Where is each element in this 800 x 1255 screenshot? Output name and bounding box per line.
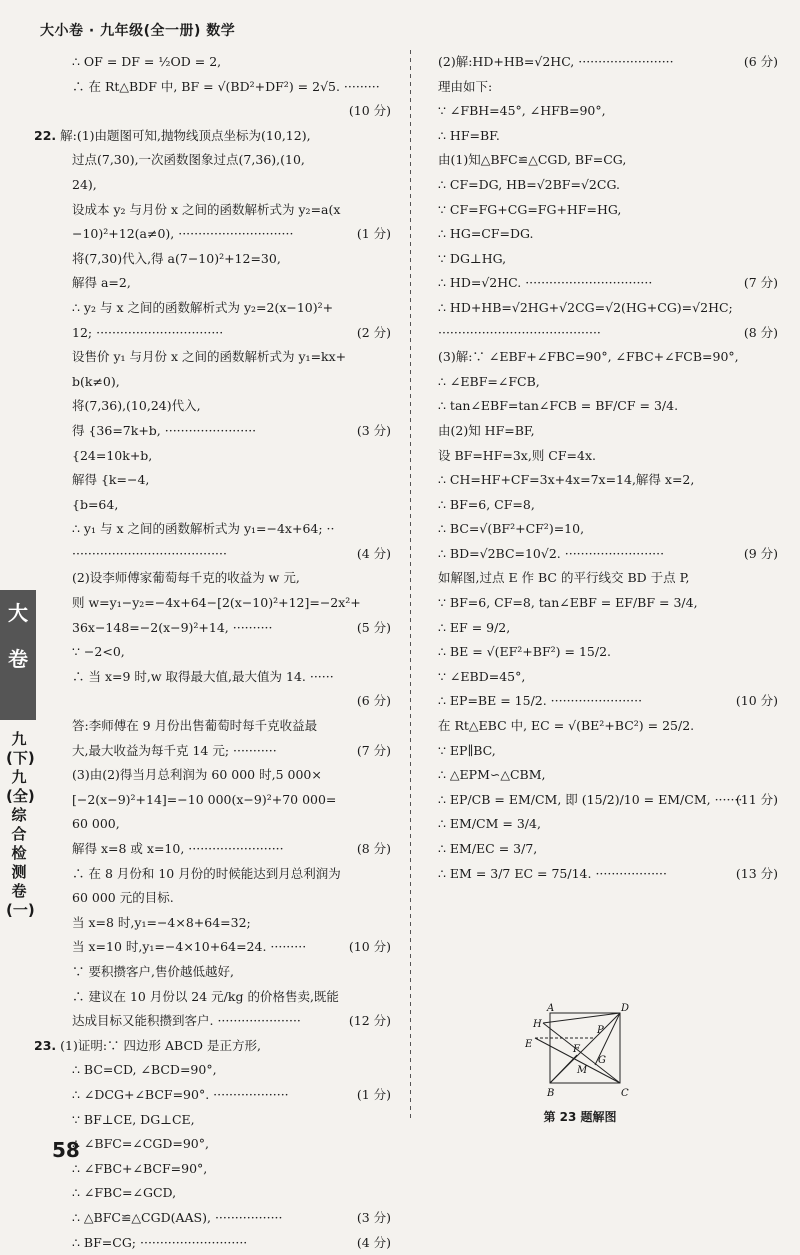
line-text: (3)解:∵ ∠EBF+∠FBC=90°, ∠FBC+∠FCB=90°, xyxy=(438,349,739,364)
text-line xyxy=(56,321,391,346)
text-line xyxy=(56,370,391,395)
line-text: 当 x=8 时,y₁=−4×8+64=32; xyxy=(72,915,251,930)
score-mark: (1 分) xyxy=(357,222,391,247)
text-line xyxy=(34,124,391,149)
line-text: 设成本 y₂ 与月份 x 之间的函数解析式为 y₂=a(x xyxy=(72,202,340,217)
text-line xyxy=(438,837,778,862)
score-mark: (7 分) xyxy=(357,739,391,764)
line-text: 达成目标又能积攒到客户. ····················· xyxy=(72,1013,301,1028)
score-mark: (9 分) xyxy=(744,542,778,567)
text-line xyxy=(56,468,391,493)
text-line xyxy=(56,886,391,911)
text-line xyxy=(56,222,391,247)
text-line xyxy=(438,370,778,395)
score-mark: (4 分) xyxy=(357,542,391,567)
text-line xyxy=(56,911,391,936)
line-text: 设售价 y₁ 与月份 x 之间的函数解析式为 y₁=kx+ xyxy=(72,349,346,364)
text-line xyxy=(438,517,778,542)
score-mark: (4 分) xyxy=(357,1231,391,1255)
line-text: 60 000, xyxy=(72,816,120,831)
line-text: ∴ BE = √(EF²+BF²) = 15/2. xyxy=(438,644,611,659)
text-line xyxy=(438,542,778,567)
line-text: 如解图,过点 E 作 BC 的平行线交 BD 于点 P, xyxy=(438,570,689,585)
text-line xyxy=(438,271,778,296)
score-mark: (6 分) xyxy=(357,689,391,714)
score-mark: (13 分) xyxy=(736,862,778,887)
text-line xyxy=(438,714,778,739)
line-text: 12; ································ xyxy=(72,325,223,340)
text-line xyxy=(438,689,778,714)
line-text: 将(7,36),(10,24)代入, xyxy=(72,398,201,413)
label-b: B xyxy=(546,1088,554,1099)
score-mark: (10 分) xyxy=(349,99,391,124)
line-text: ∴ 当 x=9 时,w 取得最大值,最大值为 14. ······ xyxy=(72,669,334,684)
left-column xyxy=(56,50,391,1255)
text-line xyxy=(438,50,778,75)
text-line xyxy=(438,640,778,665)
label-c: C xyxy=(621,1088,629,1099)
line-text: 过点(7,30),一次函数图象过点(7,36),(10, xyxy=(72,152,305,167)
label-e: E xyxy=(525,1039,533,1050)
text-line xyxy=(56,689,391,714)
text-line xyxy=(438,419,778,444)
score-mark: (12 分) xyxy=(349,1009,391,1034)
line-text: ······································· xyxy=(72,546,227,561)
text-line xyxy=(438,616,778,641)
line-text: ∴ CH=HF+CF=3x+4x=7x=14,解得 x=2, xyxy=(438,472,694,487)
text-line xyxy=(56,75,391,100)
line-text: ∴ tan∠EBF=tan∠FCB = BF/CF = 3/4. xyxy=(438,398,678,413)
line-text: ∴ HG=CF=DG. xyxy=(438,226,534,241)
text-line xyxy=(56,763,391,788)
text-line xyxy=(438,444,778,469)
text-line xyxy=(438,124,778,149)
line-text: ∵ ∠FBH=45°, ∠HFB=90°, xyxy=(438,103,606,118)
text-line xyxy=(56,50,391,75)
text-line xyxy=(56,812,391,837)
text-line xyxy=(56,99,391,124)
text-line xyxy=(438,148,778,173)
line-text: [−2(x−9)²+14]=−10 000(x−9)²+70 000= xyxy=(72,792,336,807)
line-text: ∴ EM/CM = 3/4, xyxy=(438,816,541,831)
line-text: 得 {36=7k+b, ······················· xyxy=(72,423,256,438)
score-mark: (3 分) xyxy=(357,419,391,444)
line-text: ∴ BD=√2BC=10√2. ························· xyxy=(438,546,664,561)
line-text: 理由如下: xyxy=(438,79,492,94)
text-line xyxy=(56,788,391,813)
page-header: 大小卷 · 九年级(全一册) 数学 xyxy=(40,20,235,40)
text-line xyxy=(56,345,391,370)
score-mark: (10 分) xyxy=(736,689,778,714)
line-text: ∴ EM = 3/7 EC = 75/14. ·················· xyxy=(438,866,667,881)
text-line xyxy=(438,345,778,370)
line-text: (3)由(2)得当月总利润为 60 000 时,5 000× xyxy=(72,767,322,782)
text-line xyxy=(438,788,778,813)
score-mark: (6 分) xyxy=(744,50,778,75)
line-text: 24), xyxy=(72,177,97,192)
line-text: ∵ CF=FG+CG=FG+HF=HG, xyxy=(438,202,621,217)
score-mark: (8 分) xyxy=(357,837,391,862)
label-a: A xyxy=(546,1003,554,1014)
line-text: ∵ DG⊥HG, xyxy=(438,251,506,266)
line-text: 由(1)知△BFC≌△CGD, BF=CG, xyxy=(438,152,626,167)
line-text: ∴ 在 8 月份和 10 月份的时候能达到月总利润为 xyxy=(72,866,341,881)
text-line xyxy=(56,1181,391,1206)
line-text: ∴ CF=DG, HB=√2BF=√2CG. xyxy=(438,177,620,192)
line-text: (2)设李师傅家葡萄每千克的收益为 w 元, xyxy=(72,570,300,585)
text-line xyxy=(56,271,391,296)
line-text: 当 x=10 时,y₁=−4×10+64=24. ········· xyxy=(72,939,306,954)
text-line xyxy=(438,75,778,100)
text-line xyxy=(56,616,391,641)
line-text: 36x−148=−2(x−9)²+14, ·········· xyxy=(72,620,273,635)
line-text: 大,最大收益为每千克 14 元; ··········· xyxy=(72,743,277,758)
line-text: b(k≠0), xyxy=(72,374,120,389)
line-text: {24=10k+b, xyxy=(72,448,152,463)
line-text: 由(2)知 HF=BF, xyxy=(438,423,535,438)
line-text: 则 w=y₁−y₂=−4x+64−[2(x−10)²+12]=−2x²+ xyxy=(72,595,361,610)
line-text: ∴ HD=√2HC. ································ xyxy=(438,275,652,290)
question-number: 23. xyxy=(34,1038,56,1053)
text-line xyxy=(56,493,391,518)
text-line xyxy=(438,321,778,346)
figure-caption: 第 23 题解图 xyxy=(520,1108,640,1125)
line-text: ∴ ∠DCG+∠BCF=90°. ··················· xyxy=(72,1087,289,1102)
line-text: ∴ EP=BE = 15/2. ······················· xyxy=(438,693,642,708)
text-line xyxy=(438,591,778,616)
side-tab-char: 卷 xyxy=(0,636,36,682)
text-line xyxy=(438,99,778,124)
side-tab-char: 大 xyxy=(0,590,36,636)
score-mark: (8 分) xyxy=(744,321,778,346)
column-divider xyxy=(410,50,411,1120)
question-number: 22. xyxy=(34,128,56,143)
line-text: 设 BF=HF=3x,则 CF=4x. xyxy=(438,448,596,463)
text-line xyxy=(56,1009,391,1034)
text-line xyxy=(438,763,778,788)
line-text: ∴ BF=6, CF=8, xyxy=(438,497,535,512)
text-line xyxy=(56,198,391,223)
text-line xyxy=(56,1083,391,1108)
score-mark: (7 分) xyxy=(744,271,778,296)
line-text: ∵ 要积攒客户,售价越低越好, xyxy=(72,964,234,979)
line-text: ∵ ∠EBD=45°, xyxy=(438,669,525,684)
line-text: ∴ HD+HB=√2HG+√2CG=√2(HG+CG)=√2HC; xyxy=(438,300,733,315)
line-text: ∴ ∠BFC=∠CGD=90°, xyxy=(72,1136,209,1151)
text-line xyxy=(56,1157,391,1182)
text-line xyxy=(438,739,778,764)
line-text: (2)解:HD+HB=√2HC, ························ xyxy=(438,54,674,69)
score-mark: (1 分) xyxy=(357,1083,391,1108)
text-line xyxy=(56,935,391,960)
score-mark: (10 分) xyxy=(349,935,391,960)
line-text: {b=64, xyxy=(72,497,118,512)
text-line xyxy=(56,1206,391,1231)
line-text: ∴ y₂ 与 x 之间的函数解析式为 y₂=2(x−10)²+ xyxy=(72,300,333,315)
text-line xyxy=(438,493,778,518)
line-text: ∵ BF⊥CE, DG⊥CE, xyxy=(72,1112,195,1127)
text-line xyxy=(438,173,778,198)
text-line xyxy=(438,566,778,591)
line-text: 在 Rt△EBC 中, EC = √(BE²+BC²) = 25/2. xyxy=(438,718,694,733)
text-line xyxy=(56,444,391,469)
line-text: 解得 a=2, xyxy=(72,275,131,290)
label-m: M xyxy=(576,1065,588,1076)
text-line xyxy=(56,591,391,616)
label-g: G xyxy=(598,1055,606,1066)
line-text: ∴ y₁ 与 x 之间的函数解析式为 y₁=−4x+64; ·· xyxy=(72,521,334,536)
text-line xyxy=(438,198,778,223)
line-text: ∴ BC=√(BF²+CF²)=10, xyxy=(438,521,584,536)
text-line xyxy=(56,247,391,272)
text-line xyxy=(56,542,391,567)
text-line xyxy=(438,812,778,837)
text-line xyxy=(56,394,391,419)
line-text: ∴ BC=CD, ∠BCD=90°, xyxy=(72,1062,217,1077)
label-d: D xyxy=(620,1003,629,1014)
geometry-figure xyxy=(525,1003,635,1103)
text-line xyxy=(56,296,391,321)
line-text: ∴ EM/EC = 3/7, xyxy=(438,841,537,856)
label-h: H xyxy=(532,1019,542,1030)
text-line xyxy=(56,837,391,862)
line-text: ∴ 建议在 10 月份以 24 元/kg 的价格售卖,既能 xyxy=(72,989,339,1004)
right-column xyxy=(438,50,778,886)
line-text: ∴ 在 Rt△BDF 中, BF = √(BD²+DF²) = 2√5. ········· xyxy=(72,79,380,94)
line-text: ∴ ∠FBC+∠BCF=90°, xyxy=(72,1161,207,1176)
line-text: ∴ BF=CG; ··························· xyxy=(72,1235,247,1250)
line-text: −10)²+12(a≠0), ····························· xyxy=(72,226,293,241)
line-text: ∴ HF=BF. xyxy=(438,128,500,143)
text-line xyxy=(56,419,391,444)
line-text: 解得 x=8 或 x=10, ························ xyxy=(72,841,284,856)
line-text: (1)证明:∵ 四边形 ABCD 是正方形, xyxy=(60,1038,261,1053)
score-mark: (2 分) xyxy=(357,321,391,346)
segment-bf xyxy=(550,1055,577,1083)
line-text: ∵ EP∥BC, xyxy=(438,743,496,758)
line-text: ∴ ∠EBF=∠FCB, xyxy=(438,374,540,389)
page-number: 58 xyxy=(52,1138,80,1162)
text-line xyxy=(438,862,778,887)
line-text: 60 000 元的目标. xyxy=(72,890,174,905)
text-line xyxy=(438,665,778,690)
text-line xyxy=(438,222,778,247)
line-text: ∴ EP/CB = EM/CM, 即 (15/2)/10 = EM/CM, ······· xyxy=(438,792,742,807)
text-line xyxy=(56,985,391,1010)
line-text: ∵ BF=6, CF=8, tan∠EBF = EF/BF = 3/4, xyxy=(438,595,698,610)
label-p: P xyxy=(596,1025,604,1036)
line-text: ∴ EF = 9/2, xyxy=(438,620,510,635)
line-text: ∴ △BFC≌△CGD(AAS), ················· xyxy=(72,1210,283,1225)
text-line xyxy=(56,148,391,173)
line-text: ∴ △EPM∽△CBM, xyxy=(438,767,545,782)
line-text: 答:李师傅在 9 月份出售葡萄时每千克收益最 xyxy=(72,718,317,733)
line-text: ········································· xyxy=(438,325,601,340)
text-line xyxy=(56,1132,391,1157)
line-text: 解得 {k=−4, xyxy=(72,472,149,487)
line-text: 解:(1)由题图可知,抛物线顶点坐标为(10,12), xyxy=(60,128,310,143)
side-vertical-title: 九(下) 九(全)综合检测卷(一) xyxy=(6,730,32,920)
line-text: ∴ OF = DF = ½OD = 2, xyxy=(72,54,221,69)
segment-hd xyxy=(543,1013,620,1023)
text-line xyxy=(438,468,778,493)
text-line xyxy=(56,862,391,887)
text-line xyxy=(56,1058,391,1083)
text-line xyxy=(56,640,391,665)
score-mark: (5 分) xyxy=(357,616,391,641)
text-line xyxy=(56,566,391,591)
text-line xyxy=(56,1231,391,1255)
line-text: ∴ ∠FBC=∠GCD, xyxy=(72,1185,176,1200)
line-text: 将(7,30)代入,得 a(7−10)²+12=30, xyxy=(72,251,281,266)
text-line xyxy=(56,665,391,690)
text-line xyxy=(56,1108,391,1133)
text-line xyxy=(56,739,391,764)
text-line xyxy=(56,173,391,198)
text-line xyxy=(56,960,391,985)
text-line xyxy=(438,394,778,419)
label-f: F xyxy=(572,1044,581,1055)
line-text: ∵ −2<0, xyxy=(72,644,125,659)
text-line xyxy=(56,714,391,739)
score-mark: (3 分) xyxy=(357,1206,391,1231)
text-line xyxy=(438,296,778,321)
text-line xyxy=(56,517,391,542)
text-line xyxy=(34,1034,391,1059)
side-tab xyxy=(0,590,36,720)
score-mark: (11 分) xyxy=(736,788,778,813)
text-line xyxy=(438,247,778,272)
